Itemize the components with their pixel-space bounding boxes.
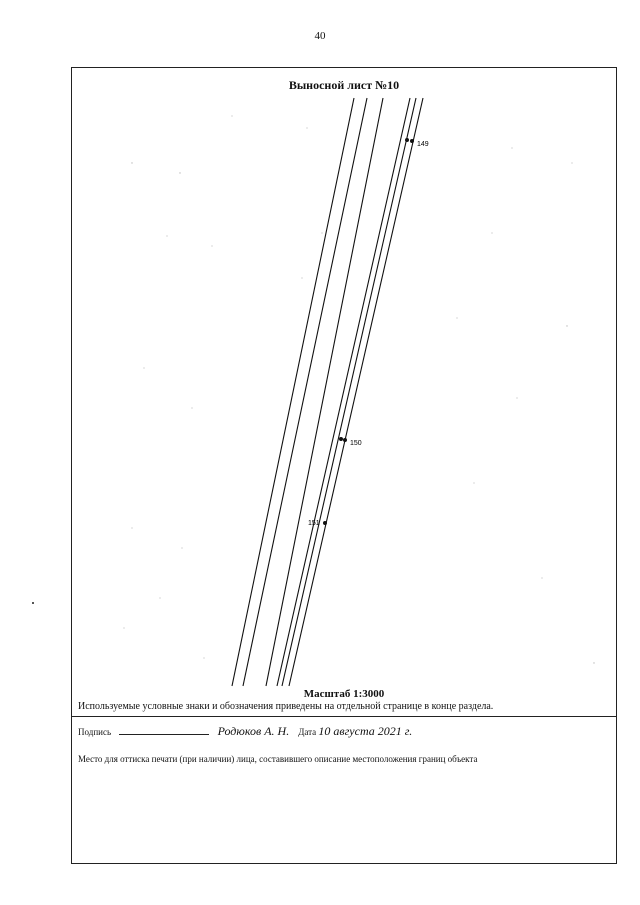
scale-label: Масштаб 1:3000: [303, 688, 385, 700]
stamp-place: Место для оттиска печати (при наличии) лица, составившего описание местоположения границ объекта: [78, 754, 478, 764]
signature-row: [78, 724, 412, 739]
date-label: Дата: [298, 727, 317, 737]
boundary-line: [289, 98, 423, 686]
sheet-frame: [71, 67, 617, 864]
boundary-point-151: [308, 520, 327, 527]
point-label: 150: [350, 440, 362, 447]
boundary-line: [266, 98, 383, 686]
signature-label: Подпись: [78, 727, 112, 737]
boundary-line: [282, 98, 416, 686]
legend-note: Используемые условные знаки и обозначения приведены на отдельной странице в конце раздела.: [78, 701, 494, 712]
map-area: [72, 68, 616, 715]
boundary-point-150: [339, 437, 362, 447]
boundary-line: [243, 98, 367, 686]
section-divider: [72, 716, 616, 717]
boundary-point-149: [405, 138, 429, 148]
boundary-line: [277, 98, 410, 686]
scan-speck: [32, 602, 34, 604]
boundary-map: [72, 68, 616, 715]
point-label: 151: [308, 520, 320, 527]
point-label: 149: [417, 141, 429, 148]
signer-name: Родюков А. Н.: [217, 724, 290, 738]
sheet-title: Выносной лист №10: [288, 78, 400, 92]
boundary-line: [232, 98, 354, 686]
date-value: 10 августа 2021 г.: [318, 724, 413, 738]
page-number: 40: [314, 30, 326, 42]
signature-blank: [119, 726, 209, 735]
